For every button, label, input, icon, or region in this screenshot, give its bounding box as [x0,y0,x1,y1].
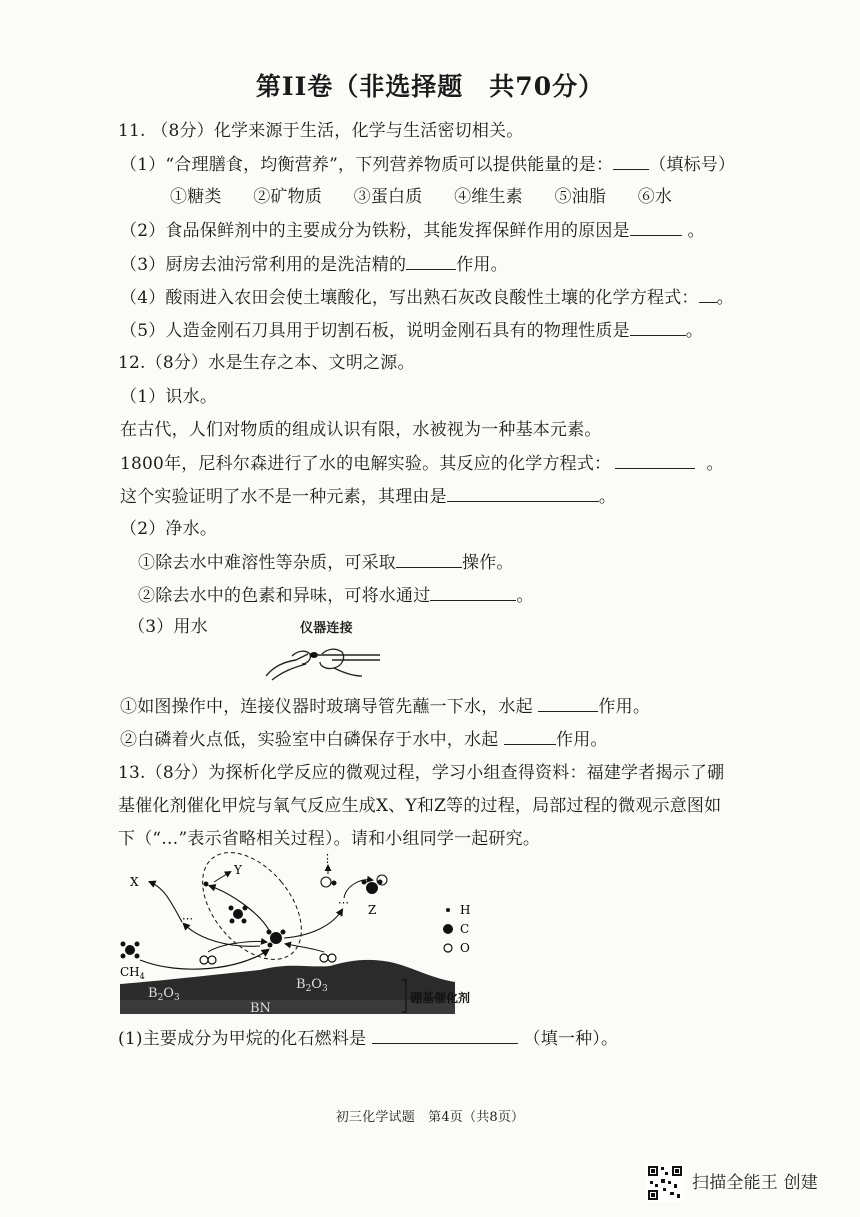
catalyst-label: 硼基催化剂 [410,991,471,1005]
answer-blank[interactable] [372,1027,518,1044]
q12-line3-tail: 。 [598,487,617,507]
q12-stem: 12.（8分）水是生存之本、文明之源。 [118,353,415,373]
q11-part4-text: （4）酸雨进入农田会使土壤酸化，写出熟石灰改良酸性土壤的化学方程式： [120,288,699,308]
q12-section3b-text: ②白磷着火点低，实验室中白磷保存于水中，水起 [120,730,499,750]
q11-stem: 11. （8分）化学来源于生活，化学与生活密切相关。 [118,121,524,141]
q12-line3-text: 这个实验证明了水不是一种元素，其理由是 [120,487,447,507]
q12-section2b-text: ②除去水中的色素和异味，可将水通过 [138,586,431,606]
option-6: ⑥水 [637,187,673,207]
answer-blank[interactable] [699,286,717,303]
q12-section1: （1）识水。 [120,387,218,407]
o2-molecule [200,956,216,964]
q11-part3 [120,253,508,276]
q12-line2 [120,452,724,475]
q11-part2-tail: 。 [687,221,705,241]
q11-part1-tail: （填标号） [649,155,736,175]
answer-blank[interactable] [613,153,649,170]
intermediate-molecule [229,906,248,924]
answer-blank[interactable] [630,319,686,336]
q12-section2a-tail: 操作。 [462,553,514,573]
q12-section2b [138,584,534,607]
q12-section3a [120,695,650,718]
instrument-connection-figure [262,636,392,684]
option-4: ④维生素 [454,187,523,207]
figure-caption: 仪器连接 [300,621,353,636]
q12-section2: （2）净水。 [120,519,218,539]
y-label: Y [234,863,242,877]
bn-label: BN [250,1001,271,1016]
micro-process-diagram [110,852,510,1020]
q11-part5-tail: 。 [685,321,704,341]
answer-blank[interactable] [447,485,599,502]
q12-section2b-tail: 。 [516,586,534,606]
q13-line3: 下（“…”表示省略相关过程）。请和小组同学一起研究。 [118,829,541,849]
answer-blank[interactable] [504,728,556,745]
q11-part2 [120,219,705,242]
q13-part1-tail: （填一种）。 [523,1029,619,1049]
answer-blank[interactable] [630,219,682,236]
b2o3-left-label: $B_2O_3$ [148,986,180,1003]
q13-part1-text: (1)主要成分为甲烷的化石燃料是 [118,1029,367,1049]
answer-blank[interactable] [396,551,462,568]
q11-part4 [120,286,734,309]
q12-section3: （3）用水 [128,617,208,637]
q12-section3b [120,728,608,751]
z-label: Z [368,903,377,917]
q12-section3a-tail: 作用。 [598,697,651,717]
qr-code-icon [646,1164,684,1202]
q12-line2-tail: 。 [706,454,724,474]
q13-part1 [118,1027,618,1050]
q11-part2-text: （2）食品保鲜剂中的主要成分为铁粉，其能发挥保鲜作用的原因是 [120,221,630,241]
o2-molecule-right [320,954,336,962]
q11-part3-text: （3）厨房去油污常利用的是洗洁精的 [120,255,407,275]
q12-section3a-text: ①如图操作中，连接仪器时玻璃导管先蘸一下水，水起 [120,697,533,717]
surface-molecule [267,930,286,948]
page-footer: 初三化学试题 第4页（共8页） [335,1110,525,1125]
ch4-molecule [121,942,140,959]
q11-part3-tail: 作用。 [456,255,508,275]
q11-part1-text: （1）“合理膳食，均衡营养”，下列营养物质可以提供能量的是： [120,155,614,175]
b2o3-right-label: $B_2O_3$ [296,977,328,994]
q12-line3 [120,485,616,508]
legend-c: C [460,922,470,936]
oh-molecule [321,877,337,887]
ellipsis-x: ⋯ [182,912,193,925]
ch4-label: $CH_4$ [120,965,145,981]
q11-part5-text: （5）人造金刚石刀具用于切割石板，说明金刚石具有的物理性质是 [120,321,630,341]
q13-line2: 基催化剂催化甲烷与氧气反应生成X、Y和Z等的过程，局部过程的微观示意图如 [118,796,722,816]
answer-blank[interactable] [615,452,695,469]
q11-part1 [120,153,735,176]
answer-blank[interactable] [430,584,516,601]
ellipsis-top: ⋮ [322,852,333,865]
option-1: ①糖类 [170,187,222,207]
answer-blank[interactable] [406,253,456,270]
q12-section3b-tail: 作用。 [556,730,608,750]
q13-line1: 13.（8分）为探析化学反应的微观过程，学习小组查得资料：福建学者揭示了硼 [118,763,725,783]
answer-blank[interactable] [538,695,598,712]
q11-options [170,186,698,208]
q12-section2a-text: ①除去水中难溶性等杂质，可采取 [138,553,396,573]
option-5: ⑤油脂 [554,187,607,207]
ellipsis-z: ⋯ [338,896,349,909]
legend-o: O [460,941,470,955]
option-2: ②矿物质 [253,187,323,207]
q12-section2a [138,551,514,574]
option-3: ③蛋白质 [353,187,423,207]
q12-line2-text: 1800年，尼科尔森进行了水的电解实验。其反应的化学方程式： [120,454,612,474]
q12-line1: 在古代，人们对物质的组成认识有限，水被视为一种基本元素。 [120,420,602,440]
scanner-watermark: 扫描全能王 创建 [692,1173,819,1193]
z-molecule [362,875,388,894]
q11-part5 [120,319,703,342]
legend-h: H [460,903,471,917]
q11-part4-tail: 。 [716,288,734,308]
page-title: 第II卷（非选择题 共70分） [255,72,605,101]
x-label: X [130,875,139,889]
